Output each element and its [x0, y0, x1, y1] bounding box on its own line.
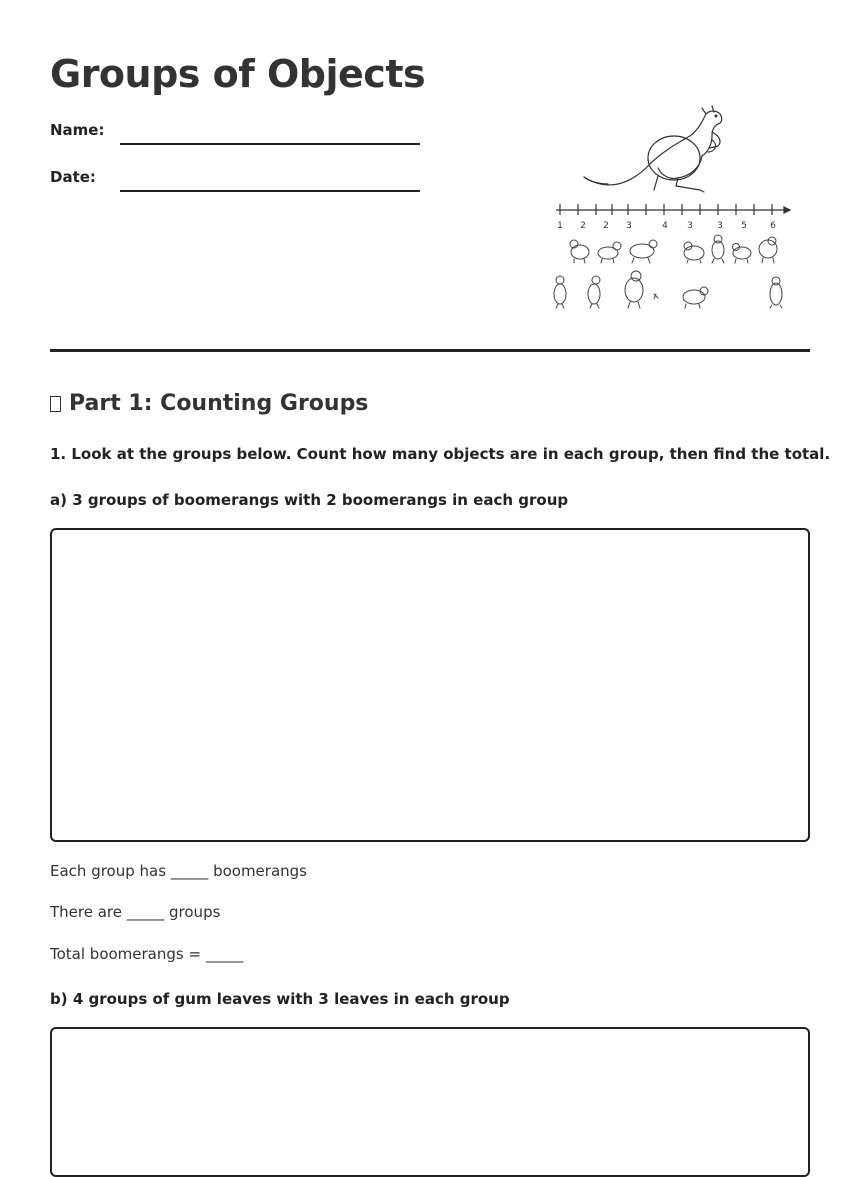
date-field — [50, 168, 420, 192]
gum-leaves-work-box[interactable] — [50, 1027, 810, 1177]
part-1-heading-text: Part 1: Counting Groups — [69, 391, 369, 416]
wombat-icon — [630, 240, 657, 263]
number-line-label: 3 — [626, 221, 632, 231]
worksheet-title: Groups of Objects — [50, 52, 426, 96]
number-line — [556, 204, 790, 215]
question-1b: b) 4 groups of gum leaves with 3 leaves in each group — [50, 990, 510, 1008]
emu-icon — [588, 276, 600, 308]
boomerang-work-box[interactable] — [50, 528, 810, 842]
worksheet-page — [50, 0, 831, 1161]
part-1-heading — [50, 388, 368, 420]
penguin-icon — [770, 277, 782, 308]
question-1a: a) 3 groups of boomerangs with 2 boomerangs in each group — [50, 491, 569, 509]
missing-glyph-icon — [50, 396, 61, 412]
number-line-label: 6 — [770, 221, 776, 231]
answer-line-groups: There are _____ groups — [50, 903, 221, 921]
animals-number-line-illustration — [550, 96, 798, 318]
header-divider — [50, 349, 810, 352]
date-label: Date: — [50, 168, 96, 186]
possum-icon — [712, 235, 724, 263]
koala-icon — [570, 240, 589, 263]
wombat-icon — [684, 242, 704, 263]
number-line-label: 3 — [717, 221, 723, 231]
wombat-icon — [683, 287, 708, 308]
name-field — [50, 121, 420, 145]
number-line-label: 2 — [580, 221, 586, 231]
number-line-label: 2 — [603, 221, 609, 231]
number-line-label: 3 — [687, 221, 693, 231]
kookaburra-icon — [625, 271, 658, 308]
name-label: Name: — [50, 121, 105, 139]
answer-line-total: Total boomerangs = _____ — [50, 945, 244, 963]
koala-icon — [733, 244, 752, 264]
number-line-label: 1 — [557, 221, 563, 231]
name-line[interactable] — [120, 143, 420, 145]
wombat-icon — [598, 242, 621, 263]
question-1: 1. Look at the groups below. Count how many objects are in each group, then find the total. — [50, 445, 831, 463]
number-line-label: 5 — [741, 221, 747, 231]
kangaroo-icon — [584, 106, 722, 192]
emu-icon — [554, 276, 566, 308]
number-line-label: 4 — [662, 221, 668, 231]
answer-line-each-group: Each group has _____ boomerangs — [50, 862, 307, 880]
koala-icon — [759, 237, 777, 263]
date-line[interactable] — [120, 190, 420, 192]
